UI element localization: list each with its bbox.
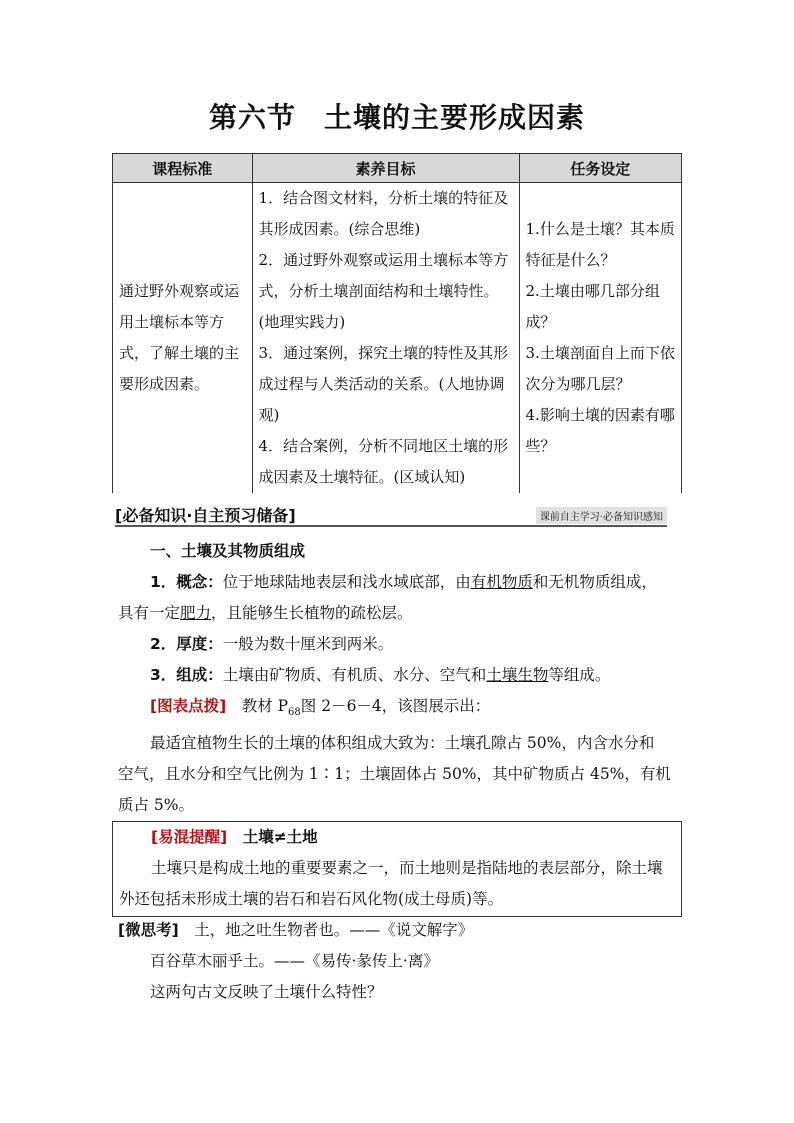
section-bar-tag: 课前自主学习·必备知识感知: [536, 507, 667, 524]
header-goals: 素养目标: [252, 154, 519, 183]
item-3-text: 等组成。: [548, 666, 611, 684]
item-1-text: 具有一定: [118, 604, 181, 622]
item-2-lead: 2．厚度：: [150, 635, 223, 653]
confusion-title-line: [119, 822, 675, 853]
chart-note-tag: [图表点拨]: [150, 697, 227, 715]
item-1-text: ，且能够生长植物的疏松层。: [211, 604, 413, 622]
item-2-text: 一般为数十厘米到两米。: [222, 635, 394, 653]
chart-paragraph-line: 空气，且水分和空气比例为 1∶1；土壤固体占 50%，其中矿物质占 45%，有机: [118, 765, 671, 784]
page-subscript: 68: [288, 707, 301, 719]
goal-item: 1．结合图文材料，分析土壤的特征及其形成因素。(综合思维): [258, 189, 509, 238]
item-3-lead: 3．组成：: [150, 666, 223, 684]
item-1-line-2: [118, 598, 678, 629]
goal-item: 4．结合案例，分析不同地区土壤的形成因素及土壤特征。(区域认知): [258, 437, 509, 486]
think-text: 土，地之吐生物者也。——《说文解字》: [194, 921, 474, 939]
content-block: [118, 536, 678, 821]
table-row: [113, 183, 682, 494]
header-tasks: 任务设定: [519, 154, 681, 183]
confusion-reminder-box: [112, 821, 682, 917]
goal-item: 3．通过案例，探究土壤的特性及其形成过程与人类活动的关系。(人地协调观): [258, 344, 509, 424]
chart-paragraph-line: 质占 5%。: [118, 796, 195, 815]
chart-paragraph-line: 最适宜植物生长的土壤的体积组成大致为：土壤孔隙占 50%，内含水分和: [150, 734, 655, 753]
section-number: 第六节: [208, 101, 296, 134]
think-block: [118, 915, 678, 1008]
goal-item: 2．通过野外观察或运用土壤标本等方式，分析土壤剖面结构和土壤特性。(地理实践力): [258, 251, 509, 331]
table-header-row: [113, 154, 682, 183]
task-item: 4.影响土壤的因素有哪些？: [525, 406, 675, 455]
section-title: 土壤的主要形成因素: [324, 101, 586, 134]
tasks-cell: [519, 183, 681, 494]
goals-cell: [252, 183, 519, 494]
task-item: 3.土壤剖面自上而下依次分为哪几层？: [525, 344, 675, 393]
standard-cell: [113, 183, 253, 494]
confusion-title: 土壤≠土地: [242, 828, 318, 846]
item-1-line-1: [118, 567, 678, 598]
standard-text: 通过野外观察或运用土壤标本等方式，了解土壤的主要形成因素。: [119, 282, 240, 393]
task-item: 1.什么是土壤？其本质特征是什么？: [525, 220, 675, 269]
item-1-text: 和无机物质组成，: [532, 573, 657, 591]
header-standard: 课程标准: [113, 154, 253, 183]
item-1-underline: 肥力: [180, 604, 212, 622]
think-line: 这两句古文反映了土壤什么特性？: [150, 983, 383, 1001]
curriculum-table: [112, 153, 682, 493]
section-bar-label: [必备知识·自主预习储备]: [115, 506, 296, 525]
section-bar: [115, 503, 667, 527]
chart-note-text: 教材 P: [241, 697, 289, 715]
task-item: 2.土壤由哪几部分组成？: [525, 282, 660, 331]
think-line: [118, 915, 678, 946]
item-3-text: 土壤由矿物质、有机质、水分、空气和: [222, 666, 487, 684]
think-line: 百谷草木丽乎土。——《易传·彖传上·离》: [150, 952, 439, 970]
confusion-text-line: 土壤只是构成土地的重要要素之一，而土地则是指陆地的表层部分，除土壤: [151, 859, 663, 877]
item-1-lead: 1．概念：: [150, 573, 223, 591]
page-title: [0, 96, 794, 136]
confusion-text-line: 外还包括未形成土壤的岩石和岩石风化物(成土母质)等。: [119, 890, 504, 908]
item-2: [118, 629, 678, 660]
item-1-underline: 有机物质: [470, 573, 533, 591]
heading-1: 一、土壤及其物质组成: [150, 542, 306, 560]
confusion-tag: [易混提醒]: [151, 828, 228, 846]
think-tag: [微思考]: [118, 921, 179, 939]
item-3: [118, 660, 678, 691]
chart-note-text: 图 2－6－4，该图展示出：: [300, 697, 491, 715]
item-3-underline: 土壤生物: [486, 666, 549, 684]
item-1-text: 位于地球陆地表层和浅水域底部，由: [222, 573, 471, 591]
chart-note: [118, 691, 678, 728]
